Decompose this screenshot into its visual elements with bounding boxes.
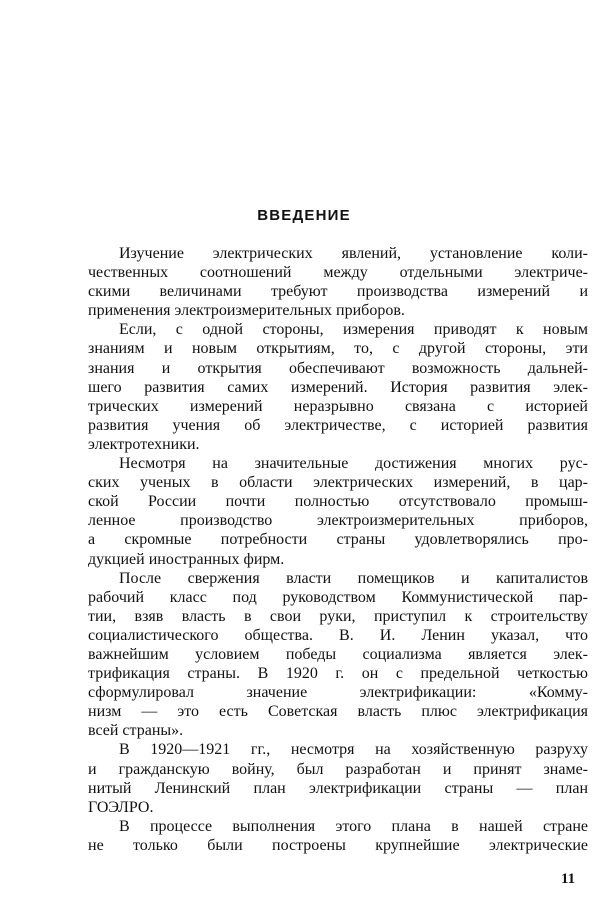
- text-line: применения электроизмерительных приборов.: [88, 302, 405, 320]
- text-line: В процессе выполнения этого плана в нашей стране: [119, 817, 588, 835]
- text-line: чественных соотношений между отдельными электриче-: [88, 264, 588, 282]
- text-line: развития учения об электричестве, с историей развития: [88, 416, 588, 434]
- text-line: трификация страны. В 1920 г. он с предельной четкостью: [88, 665, 588, 683]
- text-line: ских ученых в области электрических измерений, в цар-: [88, 474, 588, 492]
- page-number: 11: [561, 871, 576, 887]
- text-line: трических измерений неразрывно связана с историей: [88, 397, 588, 415]
- text-line: низм — это есть Советская власть плюс электрификация: [88, 703, 588, 721]
- text-line: шего развития самих измерений. История развития элек-: [88, 378, 588, 396]
- text-line: и гражданскую войну, был разработан и принят знаме-: [88, 760, 588, 778]
- text-line: После свержения власти помещиков и капиталистов: [119, 569, 588, 587]
- text-line: ской России почти полностью отсутствовало промыш-: [88, 493, 588, 511]
- text-line: электротехники.: [88, 435, 200, 453]
- text-line: важнейшим условием победы социализма является элек-: [88, 645, 588, 663]
- text-line: скими величинами требуют производства измерений и: [88, 283, 588, 301]
- text-line: ГОЭЛРО.: [88, 798, 154, 816]
- text-line: не только были построены крупнейшие электрические: [88, 836, 588, 854]
- text-line: тии, взяв власть в свои руки, приступил к строительству: [88, 607, 588, 625]
- text-line: В 1920—1921 гг., несмотря на хозяйственную разруху: [119, 741, 588, 759]
- text-line: всей страны».: [88, 722, 184, 740]
- text-line: знания и открытия обеспечивают возможность дальней-: [88, 359, 588, 377]
- text-line: рабочий класс под руководством Коммунистической пар-: [88, 588, 588, 606]
- text-line: дукцией иностранных фирм.: [88, 550, 285, 568]
- text-line: Если, с одной стороны, измерения приводят к новым: [119, 321, 588, 339]
- text-line: сформулировал значение электрификации: «Комму-: [88, 684, 588, 702]
- body-text: [88, 244, 588, 855]
- text-line: Изучение электрических явлений, установление коли-: [119, 245, 588, 262]
- text-line: Несмотря на значительные достижения многих рус-: [119, 455, 588, 473]
- chapter-heading: ВВЕДЕНИЕ: [257, 207, 351, 224]
- text-line: а скромные потребности страны удовлетворялись про-: [88, 531, 588, 549]
- text-line: нитый Ленинский план электрификации страны — план: [88, 779, 588, 797]
- text-line: знаниям и новым открытиям, то, с другой стороны, эти: [88, 340, 588, 358]
- text-line: ленное производство электроизмерительных приборов,: [88, 512, 588, 530]
- text-line: социалистического общества. В. И. Ленин указал, что: [88, 626, 588, 644]
